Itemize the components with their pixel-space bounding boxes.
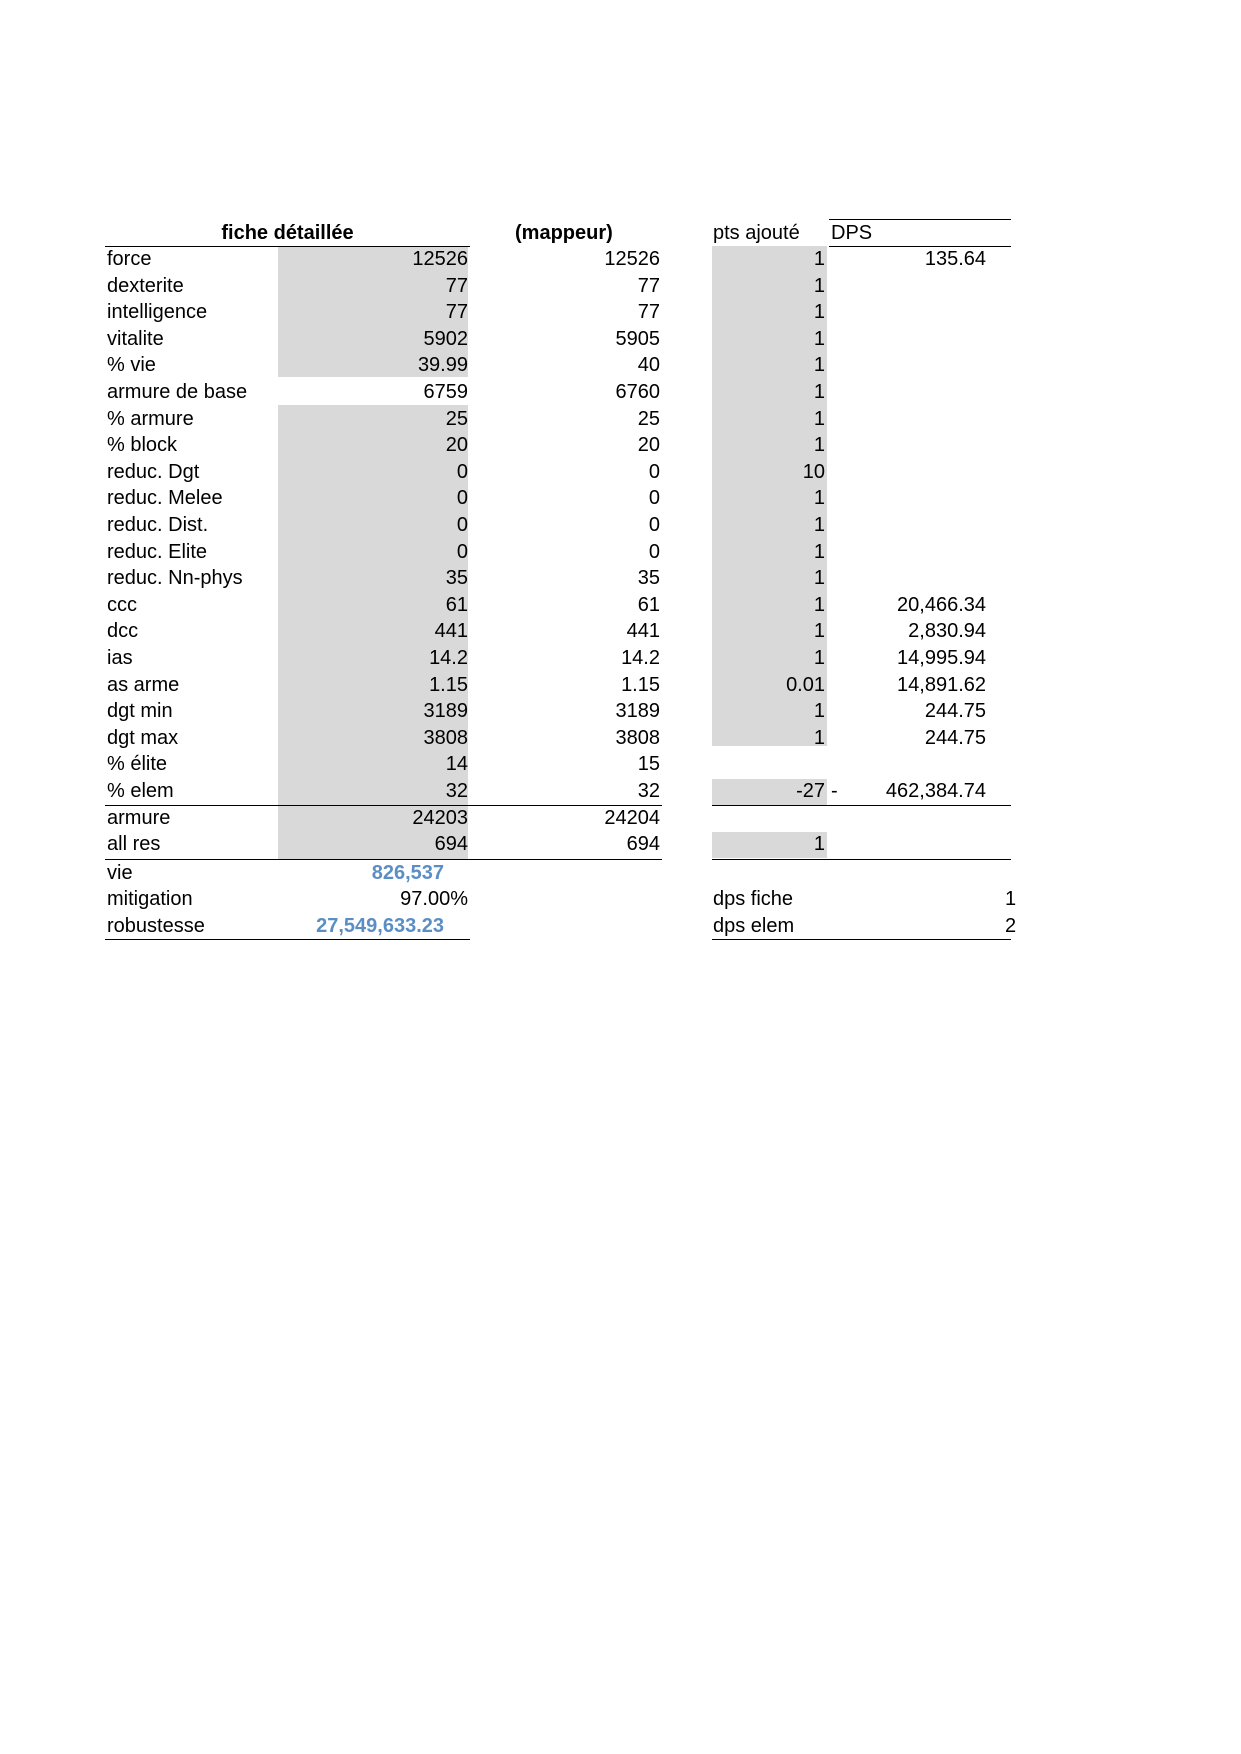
pts-ajoute-value: 1 [813,275,825,297]
fiche-value: 441 [434,620,468,642]
dps-value: 14,995.94 [897,647,986,669]
mappeur-value: 3189 [615,700,660,722]
mappeur-value: 77 [637,301,660,323]
row-label: dcc [107,620,139,642]
fiche-value: 0 [456,461,468,483]
elem-border-right [712,805,1011,806]
pts-ajoute-value: 1 [813,567,825,589]
mappeur-value: 0 [648,541,660,563]
mappeur-value: 61 [637,594,660,616]
row-label: armure de base [107,381,248,403]
fiche-value: 61 [445,594,468,616]
dps-value: 14,891.62 [897,674,986,696]
row-label: ccc [107,594,137,616]
fiche-value: 3808 [423,727,468,749]
mappeur-value: 441 [626,620,660,642]
fiche-value: 6759 [423,381,468,403]
fiche-value: 5902 [423,328,468,350]
vie-value: 826,537 [371,862,444,884]
pts-ajoute-value: 1 [813,727,825,749]
mappeur-value: 35 [637,567,660,589]
pts-ajoute-value: 1 [813,408,825,430]
pts-ajoute-value: 1 [813,487,825,509]
mappeur-value: 25 [637,408,660,430]
summary-bottom-left [105,939,470,940]
dps-fiche-label: dps fiche [713,888,794,910]
fiche-value: 35 [445,567,468,589]
row-label: dgt max [107,727,179,749]
fiche-value: 14.2 [429,647,468,669]
row-label: reduc. Dgt [107,461,200,483]
fiche-value: 694 [434,833,468,855]
fiche-value: 1.15 [429,674,468,696]
row-label: armure [107,807,171,829]
pts-ajoute-value: 1 [813,594,825,616]
mappeur-value: 3808 [615,727,660,749]
row-label: reduc. Melee [107,487,223,509]
dps-value: 244.75 [924,700,986,722]
fiche-value: 14 [445,753,468,775]
pts-ajoute-value: 1 [813,833,825,855]
pts-ajoute-value: 1 [813,328,825,350]
mappeur-value: 5905 [615,328,660,350]
row-label: force [107,248,152,270]
row-label: % vie [107,354,156,376]
dps-elem-value: 2 [1005,915,1017,937]
row-label: ias [107,647,133,669]
mappeur-value: 1.15 [621,674,660,696]
allres-border-right [712,859,1011,860]
mappeur-value: 0 [648,487,660,509]
row-label: reduc. Elite [107,541,208,563]
mitigation-label: mitigation [107,888,193,910]
mitigation-value: 97.00% [400,888,468,910]
vie-label: vie [107,862,133,884]
fiche-value: 24203 [412,807,468,829]
dps-value: 2,830.94 [908,620,986,642]
pts-ajoute-value: 1 [813,301,825,323]
summary-bottom-right [712,939,1011,940]
row-label: % elem [107,780,174,802]
pts-ajoute-value: 10 [802,461,825,483]
dps-elem-label: dps elem [713,915,795,937]
mappeur-header: (mappeur) [515,222,613,244]
row-label: % armure [107,408,194,430]
dps-value: 244.75 [924,727,986,749]
mappeur-value: 40 [637,354,660,376]
pts-ajoute-value: 1 [813,700,825,722]
mappeur-value: 14.2 [621,647,660,669]
row-label: % élite [107,753,168,775]
mappeur-value: 15 [637,753,660,775]
row-label: reduc. Dist. [107,514,209,536]
pts-ajoute-value: -27 [796,780,825,802]
mappeur-value: 694 [626,833,660,855]
fiche-value: 20 [445,434,468,456]
fiche-value: 77 [445,301,468,323]
dps-value: 462,384.74 [885,780,986,802]
pts-ajoute-value: 1 [813,620,825,642]
mappeur-value: 77 [637,275,660,297]
pts-ajoute-value: 1 [813,541,825,563]
dps-value: 20,466.34 [897,594,986,616]
fiche-value: 0 [456,514,468,536]
dps-header: DPS [831,222,873,244]
row-label: vitalite [107,328,164,350]
fiche-value: 77 [445,275,468,297]
pts-ajoute-value: 1 [813,434,825,456]
row-label: dgt min [107,700,173,722]
pts-ajoute-value: 1 [813,514,825,536]
dps-value: 135.64 [924,248,986,270]
pts-header: pts ajouté [713,222,800,244]
fiche-value: 32 [445,780,468,802]
pts-ajoute-value: 1 [813,381,825,403]
row-label: reduc. Nn-phys [107,567,243,589]
pts-ajoute-value: 0.01 [786,674,825,696]
fiche-value: 25 [445,408,468,430]
row-label: % block [107,434,178,456]
row-label: as arme [107,674,180,696]
robustesse-label: robustesse [107,915,205,937]
mappeur-value: 20 [637,434,660,456]
row-label: dexterite [107,275,184,297]
pts-ajoute-value: 1 [813,647,825,669]
pts-ajoute-value: 1 [813,248,825,270]
fiche-header: fiche détaillée [221,222,354,244]
mappeur-value: 0 [648,514,660,536]
dps-prefix: - [831,780,838,802]
pts-ajoute-value: 1 [813,354,825,376]
row-label: intelligence [107,301,208,323]
mappeur-value: 32 [637,780,660,802]
mappeur-value: 24204 [604,807,660,829]
fiche-value: 0 [456,541,468,563]
mappeur-value: 0 [648,461,660,483]
dps-fiche-value: 1 [1005,888,1017,910]
mappeur-value: 12526 [604,248,660,270]
fiche-value: 0 [456,487,468,509]
robustesse-value: 27,549,633.23 [316,915,444,937]
row-label: all res [107,833,161,855]
dps-header-top-border [829,219,1011,220]
fiche-value: 3189 [423,700,468,722]
fiche-value: 39.99 [417,354,468,376]
mappeur-value: 6760 [615,381,660,403]
fiche-value: 12526 [412,248,468,270]
